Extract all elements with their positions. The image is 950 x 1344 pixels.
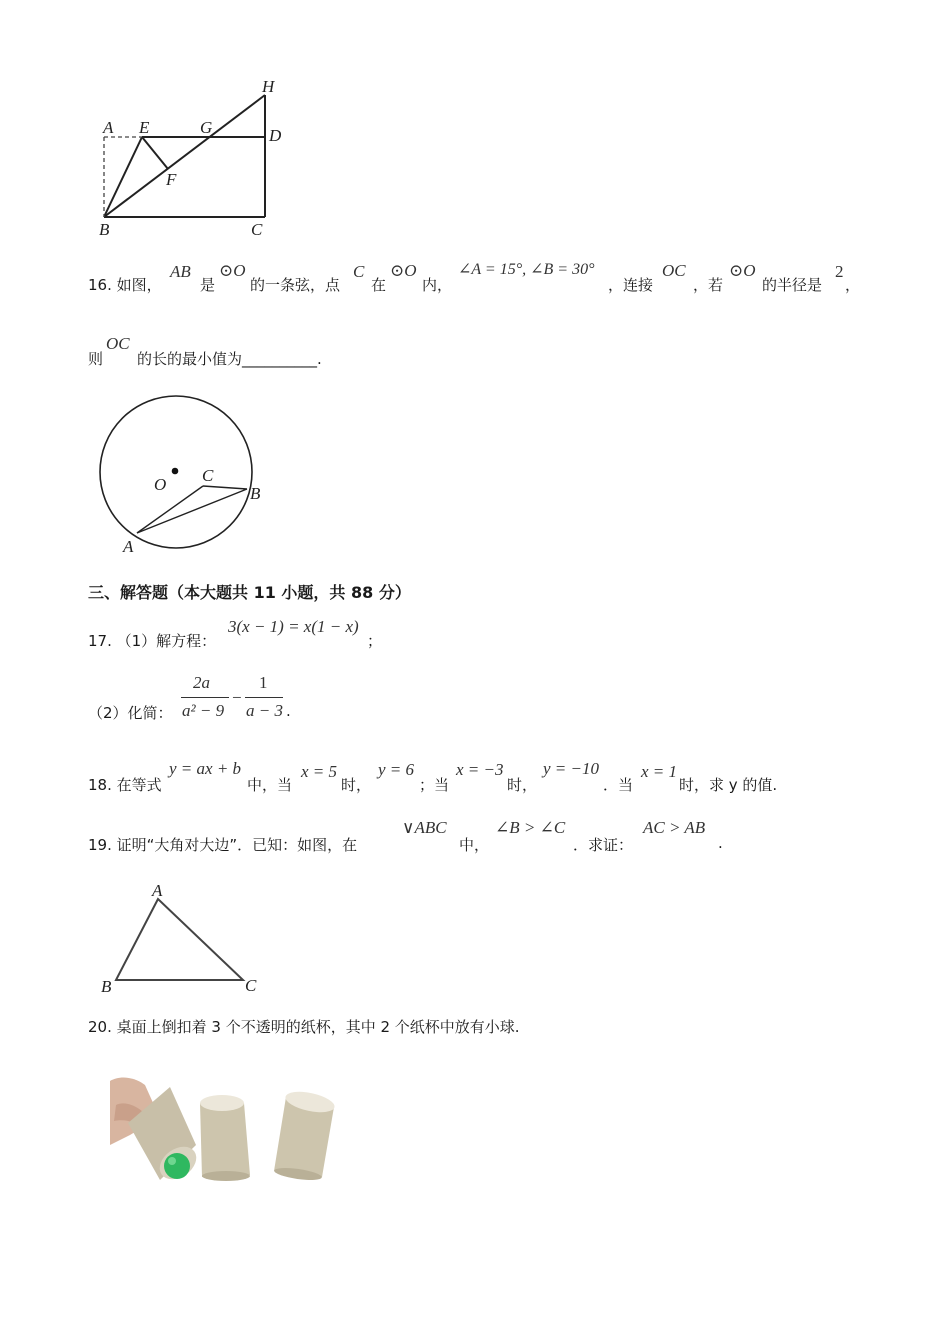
figure-q19 <box>95 878 265 998</box>
q17-frac1-denominator: a² − 9 <box>182 701 225 720</box>
q16-circle-o: ⊙O <box>219 261 246 280</box>
q16-answer-blank: 的长的最小值为__________. <box>137 350 322 368</box>
paper-cups-photo <box>110 1075 345 1202</box>
q17-frac2-numerator: 1 <box>259 673 268 692</box>
label-o: O <box>154 475 167 494</box>
q16-text: ， <box>845 276 861 294</box>
q17-frac2-denominator: a − 3 <box>246 701 283 720</box>
label-b: B <box>101 977 112 996</box>
q18-y2: y = −10 <box>543 759 599 778</box>
q16-number: 16. 如图， <box>88 276 162 294</box>
label-c: C <box>251 220 263 239</box>
cup-middle-base-image <box>202 1171 250 1181</box>
q18-equation: y = ax + b <box>169 759 242 778</box>
q19-text: 中， <box>459 836 490 854</box>
q17-frac2-bar <box>245 697 283 698</box>
q17-semicolon: ； <box>367 632 383 650</box>
q18-text: 时， <box>341 776 372 794</box>
q16-text: 在 <box>371 276 387 294</box>
green-ball-image <box>164 1153 190 1179</box>
figure-q15 <box>95 75 295 240</box>
figure-q16 <box>95 392 275 560</box>
label-b: B <box>250 484 261 503</box>
label-c: C <box>245 976 257 995</box>
q19-triangle: ∨ABC <box>402 818 447 837</box>
label-a: A <box>123 537 134 556</box>
q16-circle-o: ⊙O <box>390 261 417 280</box>
q16-c: C <box>353 262 365 281</box>
q16-oc: OC <box>662 261 686 280</box>
triangle-abc <box>116 899 243 980</box>
q18-x2: x = −3 <box>456 760 504 779</box>
label-g: G <box>200 118 213 137</box>
label-b: B <box>99 220 110 239</box>
q18-text: 中，当 <box>247 776 293 794</box>
label-f: F <box>166 170 177 189</box>
q18-text: 18. 在等式 <box>88 776 162 794</box>
label-a: A <box>103 118 114 137</box>
label-h: H <box>262 77 275 96</box>
green-ball-highlight-image <box>168 1157 176 1165</box>
q16-text: 的一条弦，点 <box>250 276 341 294</box>
q16-oc: OC <box>106 334 130 353</box>
q17-frac1-bar <box>181 697 229 698</box>
q16-text: 的半径是 <box>762 276 823 294</box>
section-heading: 三、解答题（本大题共 11 小题，共 88 分） <box>88 583 411 602</box>
q16-ab: AB <box>170 262 191 281</box>
q17-frac1-numerator: 2a <box>193 673 210 692</box>
seg-ef <box>142 137 168 169</box>
q20-text: 20. 桌面上倒扣着 3 个不透明的纸杯，其中 2 个纸杯中放有小球. <box>88 1018 520 1036</box>
q19-text: 19. 证明“大角对大边”．已知：如图，在 <box>88 836 358 854</box>
q18-text: ；当 <box>419 776 450 794</box>
q16-text: 则 <box>88 350 104 368</box>
q17-part2-label: （2）化简： <box>88 704 173 722</box>
seg-ac <box>137 486 203 533</box>
q17-part1-label: 17. （1）解方程： <box>88 632 217 650</box>
label-e: E <box>139 118 150 137</box>
seg-cb <box>203 486 247 489</box>
label-d: D <box>269 126 282 145</box>
center-o-dot <box>172 468 179 475</box>
cup-middle-image <box>200 1103 250 1177</box>
q18-y1: y = 6 <box>378 760 415 779</box>
q16-text: 是 <box>200 276 216 294</box>
q17-period: . <box>286 702 291 720</box>
q16-radius: 2 <box>835 262 844 281</box>
q19-condition: ∠B > ∠C <box>495 818 566 837</box>
cup-middle-top-image <box>200 1095 244 1111</box>
q18-text: 时， <box>507 776 538 794</box>
q16-angles: ∠A = 15°, ∠B = 30° <box>458 261 595 278</box>
q18-text: ．当 <box>603 776 634 794</box>
label-c: C <box>202 466 214 485</box>
q16-text: ，连接 <box>608 276 654 294</box>
q18-text: 时，求 y 的值. <box>679 776 778 794</box>
q19-conclusion: AC > AB <box>643 818 706 837</box>
label-a: A <box>152 881 163 900</box>
q17-equation: 3(x − 1) = x(1 − x) <box>228 617 359 636</box>
q16-text: 内， <box>422 276 453 294</box>
q17-minus: − <box>232 688 242 707</box>
q19-text: ．求证： <box>573 836 634 854</box>
q18-x1: x = 5 <box>301 762 338 781</box>
seg-be <box>104 137 142 217</box>
q16-circle-o: ⊙O <box>729 261 756 280</box>
q18-x3: x = 1 <box>641 762 678 781</box>
q19-text: . <box>718 834 723 852</box>
seg-ab <box>137 489 247 533</box>
seg-bh <box>104 95 265 217</box>
q16-text: ，若 <box>693 276 724 294</box>
